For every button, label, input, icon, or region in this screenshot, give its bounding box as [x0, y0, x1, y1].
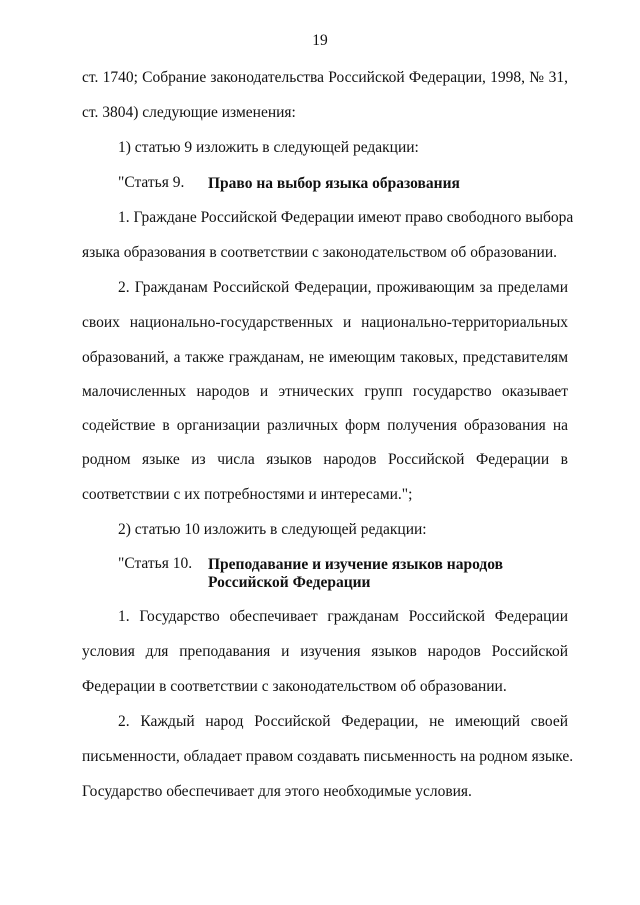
text-line: содействие в организации различных форм получения образования на — [82, 417, 568, 434]
text-line: родном языке из числа языков народов Российской Федерации в — [82, 451, 568, 468]
article-10-title-line-1: Преподавание и изучение языков народов — [208, 556, 503, 573]
article-9-title: Право на выбор языка образования — [208, 175, 460, 192]
article-10-title-line-2: Российской Федерации — [208, 574, 371, 591]
article-9-label: "Статья 9. — [118, 174, 185, 191]
text-line: 1. Граждане Российской Федерации имеют право свободного выбора — [118, 209, 574, 226]
text-line: ст. 1740; Собрание законодательства Российской Федерации, 1998, № 31, — [82, 69, 568, 86]
text-line: 1) статью 9 изложить в следующей редакции: — [118, 139, 419, 156]
page-number: 19 — [312, 32, 328, 49]
text-line: письменности, обладает правом создавать письменность на родном языке. — [82, 748, 574, 765]
article-10-label: "Статья 10. — [118, 555, 193, 572]
text-line: соответствии с их потребностями и интересами."; — [82, 486, 413, 503]
text-line: 2) статью 10 изложить в следующей редакции: — [118, 521, 427, 538]
text-line: 2. Гражданам Российской Федерации, проживающим за пределами — [118, 279, 568, 296]
text-line: языка образования в соответствии с законодательством об образовании. — [82, 244, 557, 261]
text-line: Федерации в соответствии с законодательством об образовании. — [82, 678, 507, 695]
text-line: условия для преподавания и изучения языков народов Российской — [82, 643, 568, 660]
text-line: своих национально-государственных и национально-территориальных — [82, 314, 568, 331]
text-line: ст. 3804) следующие изменения: — [82, 104, 296, 121]
text-line: малочисленных народов и этнических групп государство оказывает — [82, 383, 568, 400]
text-line: 1. Государство обеспечивает гражданам Российской Федерации — [118, 608, 568, 625]
text-line: Государство обеспечивает для этого необходимые условия. — [82, 783, 472, 800]
text-line: образований, а также гражданам, не имеющим таковых, представителям — [82, 349, 568, 366]
text-line: 2. Каждый народ Российской Федерации, не имеющий своей — [118, 713, 568, 730]
